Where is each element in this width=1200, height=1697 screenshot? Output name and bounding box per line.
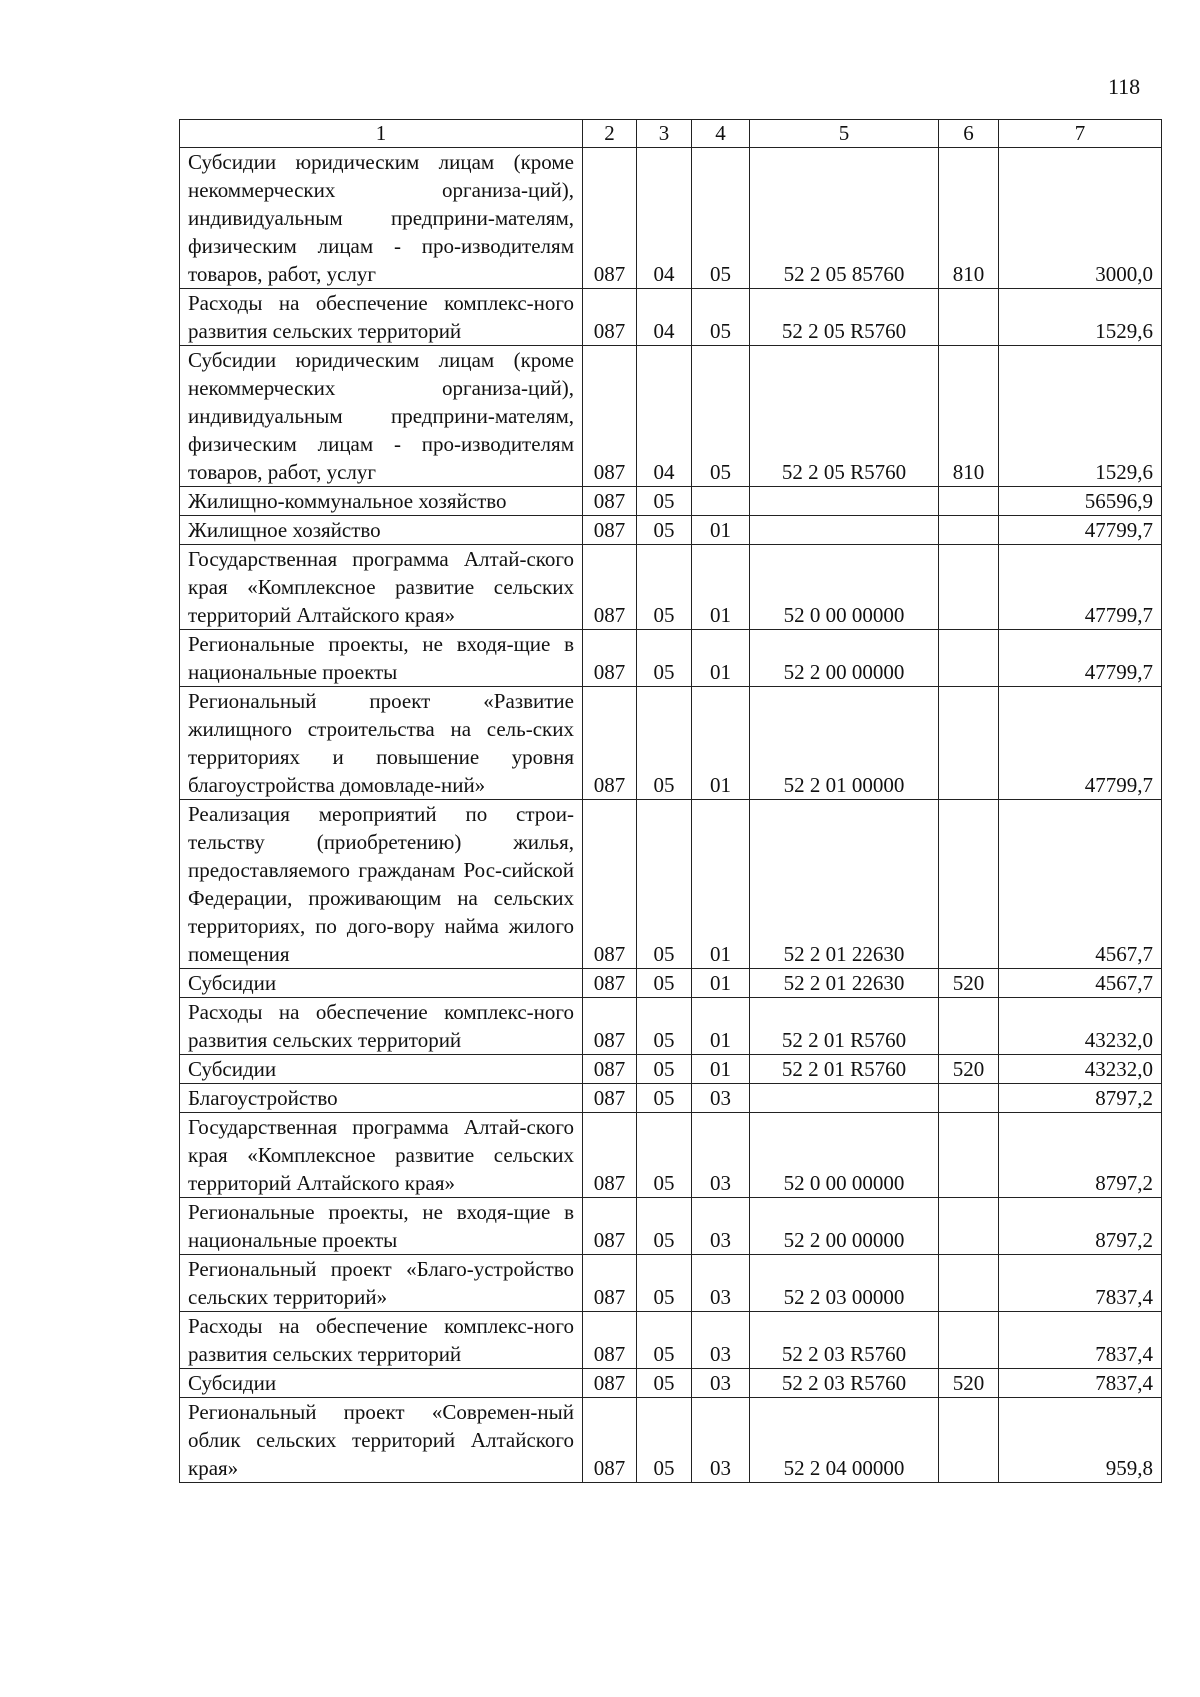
expense-type-cell (939, 1398, 999, 1483)
target-article-cell: 52 2 01 00000 (750, 687, 939, 800)
department-code-cell: 087 (583, 800, 637, 969)
amount-cell: 43232,0 (999, 1055, 1162, 1084)
item-name-cell: Региональный проект «Современ-ный облик сельских территорий Алтайского края» (180, 1398, 583, 1483)
target-article-cell: 52 2 00 00000 (750, 1198, 939, 1255)
item-name-cell: Субсидии (180, 969, 583, 998)
amount-cell: 56596,9 (999, 487, 1162, 516)
expense-type-cell (939, 487, 999, 516)
amount-cell: 1529,6 (999, 289, 1162, 346)
subsection-code-cell (692, 487, 750, 516)
section-code-cell: 05 (637, 516, 692, 545)
item-name-cell: Субсидии (180, 1055, 583, 1084)
subsection-code-cell: 01 (692, 687, 750, 800)
section-code-cell: 05 (637, 545, 692, 630)
department-code-cell: 087 (583, 1084, 637, 1113)
target-article-cell: 52 2 00 00000 (750, 630, 939, 687)
expense-type-cell (939, 289, 999, 346)
department-code-cell: 087 (583, 516, 637, 545)
item-name-cell: Расходы на обеспечение комплекс-ного развития сельских территорий (180, 289, 583, 346)
item-name-cell: Региональные проекты, не входя-щие в национальные проекты (180, 1198, 583, 1255)
section-code-cell: 05 (637, 1312, 692, 1369)
item-name-cell: Региональный проект «Развитие жилищного строительства на сель-ских территориях и повышение уровня благоустройства домовладе-ний» (180, 687, 583, 800)
target-article-cell: 52 2 01 R5760 (750, 1055, 939, 1084)
expense-type-cell: 520 (939, 969, 999, 998)
item-name-cell: Расходы на обеспечение комплекс-ного развития сельских территорий (180, 1312, 583, 1369)
subsection-code-cell: 05 (692, 346, 750, 487)
expense-type-cell (939, 1113, 999, 1198)
section-code-cell: 05 (637, 800, 692, 969)
table-row (180, 1255, 1162, 1312)
budget-table (179, 119, 1162, 1483)
amount-cell: 8797,2 (999, 1198, 1162, 1255)
department-code-cell: 087 (583, 148, 637, 289)
department-code-cell: 087 (583, 1398, 637, 1483)
expense-type-cell (939, 687, 999, 800)
column-header: 6 (939, 120, 999, 148)
subsection-code-cell: 01 (692, 969, 750, 998)
table-row (180, 1084, 1162, 1113)
department-code-cell: 087 (583, 1312, 637, 1369)
target-article-cell: 52 2 05 R5760 (750, 289, 939, 346)
department-code-cell: 087 (583, 969, 637, 998)
table-row (180, 687, 1162, 800)
department-code-cell: 087 (583, 998, 637, 1055)
section-code-cell: 05 (637, 998, 692, 1055)
table-row (180, 969, 1162, 998)
department-code-cell: 087 (583, 1055, 637, 1084)
subsection-code-cell: 03 (692, 1312, 750, 1369)
expense-type-cell: 810 (939, 148, 999, 289)
table-row (180, 1055, 1162, 1084)
expense-type-cell (939, 545, 999, 630)
item-name-cell: Региональный проект «Благо-устройство сельских территорий» (180, 1255, 583, 1312)
column-header: 7 (999, 120, 1162, 148)
department-code-cell: 087 (583, 1113, 637, 1198)
section-code-cell: 05 (637, 1198, 692, 1255)
department-code-cell: 087 (583, 1255, 637, 1312)
subsection-code-cell: 01 (692, 630, 750, 687)
target-article-cell: 52 0 00 00000 (750, 545, 939, 630)
subsection-code-cell: 03 (692, 1255, 750, 1312)
table-row (180, 487, 1162, 516)
subsection-code-cell: 01 (692, 545, 750, 630)
section-code-cell: 05 (637, 1113, 692, 1198)
table-row (180, 545, 1162, 630)
target-article-cell: 52 2 01 22630 (750, 969, 939, 998)
expense-type-cell (939, 1255, 999, 1312)
item-name-cell: Субсидии (180, 1369, 583, 1398)
department-code-cell: 087 (583, 1369, 637, 1398)
amount-cell: 7837,4 (999, 1255, 1162, 1312)
column-header: 1 (180, 120, 583, 148)
subsection-code-cell: 03 (692, 1398, 750, 1483)
subsection-code-cell: 05 (692, 148, 750, 289)
target-article-cell (750, 1084, 939, 1113)
table-row (180, 630, 1162, 687)
amount-cell: 7837,4 (999, 1369, 1162, 1398)
column-header: 4 (692, 120, 750, 148)
table-body (180, 148, 1162, 1483)
subsection-code-cell: 03 (692, 1198, 750, 1255)
expense-type-cell: 810 (939, 346, 999, 487)
table-row (180, 289, 1162, 346)
item-name-cell: Региональные проекты, не входя-щие в национальные проекты (180, 630, 583, 687)
table-row (180, 998, 1162, 1055)
amount-cell: 1529,6 (999, 346, 1162, 487)
amount-cell: 959,8 (999, 1398, 1162, 1483)
section-code-cell: 05 (637, 1084, 692, 1113)
section-code-cell: 05 (637, 1055, 692, 1084)
subsection-code-cell: 01 (692, 998, 750, 1055)
item-name-cell: Благоустройство (180, 1084, 583, 1113)
section-code-cell: 04 (637, 148, 692, 289)
section-code-cell: 05 (637, 969, 692, 998)
amount-cell: 8797,2 (999, 1113, 1162, 1198)
table-row (180, 1113, 1162, 1198)
department-code-cell: 087 (583, 687, 637, 800)
target-article-cell (750, 516, 939, 545)
target-article-cell: 52 2 01 22630 (750, 800, 939, 969)
item-name-cell: Государственная программа Алтай-ского края «Комплексное развитие сельских территорий Алтайского края» (180, 545, 583, 630)
target-article-cell: 52 2 03 00000 (750, 1255, 939, 1312)
item-name-cell: Государственная программа Алтай-ского края «Комплексное развитие сельских территорий Алтайского края» (180, 1113, 583, 1198)
subsection-code-cell: 01 (692, 516, 750, 545)
amount-cell: 4567,7 (999, 800, 1162, 969)
target-article-cell: 52 0 00 00000 (750, 1113, 939, 1198)
amount-cell: 4567,7 (999, 969, 1162, 998)
target-article-cell: 52 2 01 R5760 (750, 998, 939, 1055)
department-code-cell: 087 (583, 346, 637, 487)
table-row (180, 148, 1162, 289)
expense-type-cell (939, 998, 999, 1055)
section-code-cell: 05 (637, 1369, 692, 1398)
subsection-code-cell: 01 (692, 800, 750, 969)
section-code-cell: 05 (637, 1398, 692, 1483)
target-article-cell: 52 2 03 R5760 (750, 1312, 939, 1369)
amount-cell: 47799,7 (999, 545, 1162, 630)
section-code-cell: 05 (637, 487, 692, 516)
item-name-cell: Реализация мероприятий по строи-тельству (приобретению) жилья, предоставляемого гражданам Рос-сийской Федерации, проживающим на сельских территориях, по дого-вору найма жилого помещения (180, 800, 583, 969)
expense-type-cell (939, 630, 999, 687)
table-row (180, 1198, 1162, 1255)
expense-type-cell: 520 (939, 1055, 999, 1084)
column-header: 2 (583, 120, 637, 148)
page-number: 118 (1108, 74, 1141, 99)
expense-type-cell: 520 (939, 1369, 999, 1398)
table-header-row (180, 120, 1162, 148)
subsection-code-cell: 03 (692, 1113, 750, 1198)
table-row (180, 516, 1162, 545)
section-code-cell: 05 (637, 630, 692, 687)
department-code-cell: 087 (583, 1198, 637, 1255)
item-name-cell: Субсидии юридическим лицам (кроме некоммерческих организа-ций), индивидуальным предприни-мателям, физическим лицам - про-изводителям товаров, работ, услуг (180, 148, 583, 289)
subsection-code-cell: 05 (692, 289, 750, 346)
amount-cell: 43232,0 (999, 998, 1162, 1055)
section-code-cell: 05 (637, 1255, 692, 1312)
item-name-cell: Жилищное хозяйство (180, 516, 583, 545)
expense-type-cell (939, 1084, 999, 1113)
department-code-cell: 087 (583, 289, 637, 346)
table-row (180, 1369, 1162, 1398)
table-row (180, 800, 1162, 969)
subsection-code-cell: 03 (692, 1084, 750, 1113)
target-article-cell (750, 487, 939, 516)
section-code-cell: 04 (637, 289, 692, 346)
target-article-cell: 52 2 04 00000 (750, 1398, 939, 1483)
expense-type-cell (939, 1198, 999, 1255)
item-name-cell: Жилищно-коммунальное хозяйство (180, 487, 583, 516)
target-article-cell: 52 2 05 85760 (750, 148, 939, 289)
amount-cell: 47799,7 (999, 516, 1162, 545)
item-name-cell: Субсидии юридическим лицам (кроме некоммерческих организа-ций), индивидуальным предприни-мателям, физическим лицам - про-изводителям товаров, работ, услуг (180, 346, 583, 487)
column-header: 5 (750, 120, 939, 148)
amount-cell: 8797,2 (999, 1084, 1162, 1113)
table-row (180, 346, 1162, 487)
section-code-cell: 05 (637, 687, 692, 800)
subsection-code-cell: 03 (692, 1369, 750, 1398)
target-article-cell: 52 2 03 R5760 (750, 1369, 939, 1398)
subsection-code-cell: 01 (692, 1055, 750, 1084)
item-name-cell: Расходы на обеспечение комплекс-ного развития сельских территорий (180, 998, 583, 1055)
expense-type-cell (939, 800, 999, 969)
amount-cell: 47799,7 (999, 630, 1162, 687)
section-code-cell: 04 (637, 346, 692, 487)
amount-cell: 7837,4 (999, 1312, 1162, 1369)
department-code-cell: 087 (583, 630, 637, 687)
amount-cell: 47799,7 (999, 687, 1162, 800)
expense-type-cell (939, 1312, 999, 1369)
amount-cell: 3000,0 (999, 148, 1162, 289)
department-code-cell: 087 (583, 545, 637, 630)
target-article-cell: 52 2 05 R5760 (750, 346, 939, 487)
column-header: 3 (637, 120, 692, 148)
expense-type-cell (939, 516, 999, 545)
table-row (180, 1398, 1162, 1483)
department-code-cell: 087 (583, 487, 637, 516)
table-row (180, 1312, 1162, 1369)
